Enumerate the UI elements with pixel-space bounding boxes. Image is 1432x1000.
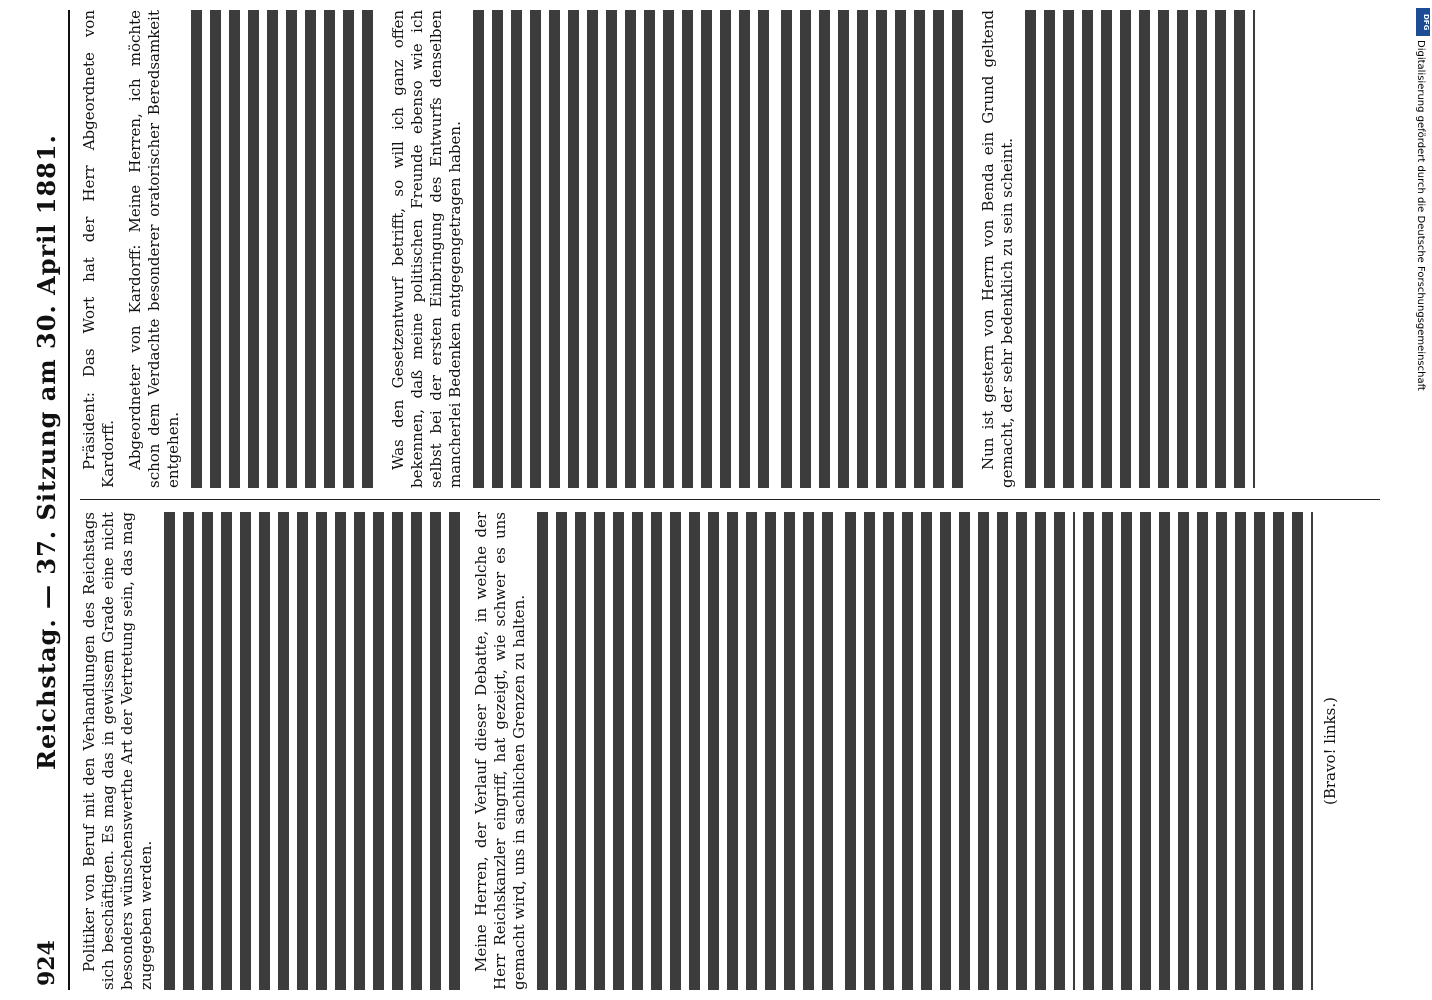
- right-column: [80, 10, 1380, 488]
- page-title: Reichstag. — 37. Sitzung am 30. April 1881.: [32, 134, 61, 770]
- document-page: [26, 10, 1406, 990]
- text-lines: [537, 512, 837, 990]
- paragraph: Politiker von Beruf mit den Verhandlungen des Reichstags sich beschäftigen. Es mag das in gewissem Grade eine nicht besonders wünschenswerthe Art der Vertretung sein, das mag zugegeben werden.: [80, 512, 155, 990]
- text-lines: [191, 10, 381, 488]
- text-lines: [473, 10, 773, 488]
- paragraph: Präsident: Das Wort hat der Herr Abgeordnete von Kardorff.: [80, 10, 117, 488]
- paragraph: Was den Gesetzentwurf betrifft, so will ich ganz offen bekennen, daß meine politischen Freunde ebenso wie ich selbst bei der ersten Einbringung des Entwurfs denselben mancherlei Bedenken entgegengetragen haben.: [389, 10, 464, 488]
- column-divider: [80, 499, 1380, 500]
- text-lines: [1083, 512, 1313, 990]
- page-header: [26, 10, 70, 990]
- paragraph: Meine Herren, der Verlauf dieser Debatte, in welche der Herr Reichskanzler eingriff, hat gezeigt, wie schwer es uns gemacht wird, uns in sachlichen Grenzen zu halten.: [472, 512, 528, 990]
- applause-note: (Bravo! links.): [1321, 697, 1339, 805]
- page-number: 924: [34, 940, 60, 986]
- left-column: [80, 512, 1380, 990]
- dfg-logo: DFG: [1416, 8, 1430, 36]
- digitization-credit: Digitalisierung gefördert durch die Deutsche Forschungsgemeinschaft: [1415, 40, 1426, 391]
- text-lines: [845, 512, 1075, 990]
- paragraph: Nun ist gestern von Herrn von Benda ein Grund geltend gemacht, der sehr bedenklich zu sein scheint.: [979, 10, 1016, 488]
- text-lines: [781, 10, 971, 488]
- paragraph: Abgeordneter von Kardorff: Meine Herren, ich möchte schon dem Verdachte besonderer oratorischer Beredsamkeit entgehen.: [126, 10, 182, 488]
- text-lines: [1025, 10, 1255, 488]
- text-lines: [164, 512, 464, 990]
